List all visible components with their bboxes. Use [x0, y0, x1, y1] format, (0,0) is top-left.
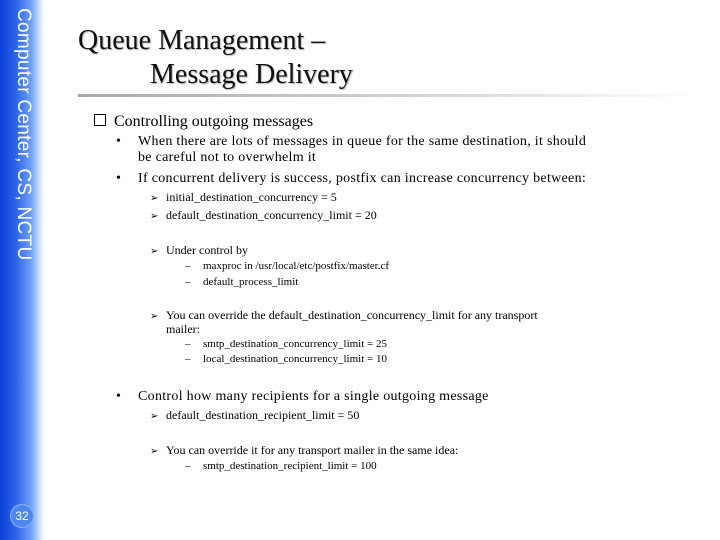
arrowhead-bullet-icon: ➢ — [150, 246, 159, 257]
sub-bullet-text: initial_destination_concurrency = 5 — [166, 190, 337, 204]
sub-bullet-text: Under control by — [166, 243, 248, 257]
sub-bullet-text: You can override the default_destination_concurrency_limit for any transport — [166, 308, 538, 322]
dash-bullet: – — [185, 260, 191, 272]
title-line-2: Message Delivery — [150, 59, 353, 90]
bullet-text: When there are lots of messages in queue for the same destination, it should — [138, 134, 587, 149]
sub-bullet-item — [150, 208, 377, 223]
sub-bullet-text: default_destination_concurrency_limit = 20 — [166, 208, 377, 222]
arrowhead-bullet-icon: ➢ — [150, 411, 159, 422]
dash-item — [185, 460, 377, 472]
heading-text: Controlling outgoing messages — [114, 113, 314, 130]
title-underline — [78, 94, 698, 97]
sub-bullet-text: default_destination_recipient_limit = 50 — [166, 408, 360, 422]
bullet-dot: • — [116, 171, 122, 186]
dash-item — [185, 276, 298, 288]
dash-bullet: – — [185, 276, 191, 288]
dash-text: maxproc in /usr/local/etc/postfix/master.cf — [203, 260, 390, 272]
heading-item — [94, 113, 313, 131]
dash-item — [185, 338, 387, 350]
dash-text: local_destination_concurrency_limit = 10 — [203, 353, 387, 365]
dash-bullet: – — [185, 338, 191, 350]
arrowhead-bullet-icon: ➢ — [150, 311, 159, 322]
arrowhead-bullet-icon: ➢ — [150, 446, 159, 457]
sub-bullet-text: You can override it for any transport mailer in the same idea: — [166, 443, 459, 457]
page-number: 32 — [10, 504, 34, 528]
dash-text: default_process_limit — [203, 276, 299, 288]
sub-bullet-continuation: mailer: — [166, 322, 200, 336]
sub-bullet-item — [150, 408, 359, 423]
sidebar-label: Computer Center, CS, NCTU — [13, 8, 34, 261]
square-bullet-icon — [94, 114, 106, 126]
bullet-dot: • — [116, 134, 122, 149]
dash-bullet: – — [185, 353, 191, 365]
sub-bullet-item — [150, 443, 458, 458]
bullet-text: Control how many recipients for a single outgoing message — [138, 389, 489, 404]
dash-item — [185, 260, 389, 272]
dash-text: smtp_destination_concurrency_limit = 25 — [203, 338, 388, 350]
arrowhead-bullet-icon: ➢ — [150, 211, 159, 222]
arrowhead-bullet-icon: ➢ — [150, 193, 159, 204]
sub-bullet-item — [150, 308, 538, 323]
bullet-item — [116, 171, 586, 187]
slide-title — [78, 24, 353, 92]
bullet-text: If concurrent delivery is success, postfix can increase concurrency between: — [138, 171, 587, 186]
title-line-1: Queue Management – — [78, 25, 326, 56]
dash-item — [185, 353, 387, 365]
bullet-dot: • — [116, 389, 122, 404]
dash-bullet: – — [185, 460, 191, 472]
sidebar-band — [0, 0, 44, 540]
sub-bullet-item — [150, 243, 248, 258]
bullet-continuation: be careful not to overwhelm it — [138, 150, 317, 165]
dash-text: smtp_destination_recipient_limit = 100 — [203, 460, 377, 472]
sub-bullet-item — [150, 190, 337, 205]
bullet-item — [116, 134, 586, 150]
bullet-item — [116, 389, 489, 405]
